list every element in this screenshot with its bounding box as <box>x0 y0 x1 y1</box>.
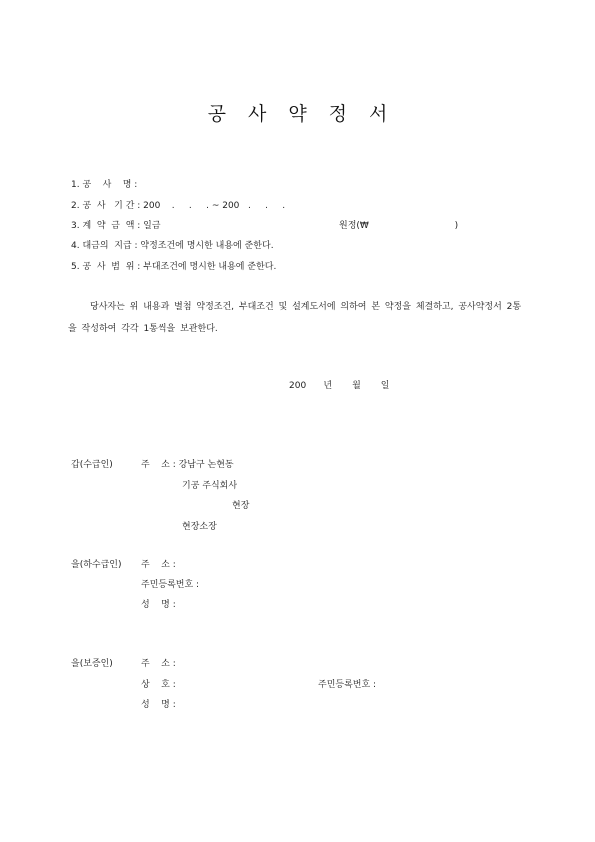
party-a-company: 기공 주식회사 <box>182 481 238 491</box>
contract-date: 200 년 월 일 <box>289 381 390 391</box>
party-b-label: 을(하수급인) <box>71 560 122 570</box>
item-contract-amount-won: 원정(₩ ) <box>339 221 459 231</box>
guarantor-name: 성 명 : <box>141 700 176 710</box>
party-b-name: 성 명 : <box>141 600 176 610</box>
item-payment: 4. 대금의 지급 : 약정조건에 명시한 내용에 준한다. <box>71 241 274 251</box>
item-contract-amount: 3. 계 약 금 액 : 일금 <box>71 221 161 231</box>
party-a-site: 현장 <box>232 501 250 511</box>
party-b-address: 주 소 : <box>141 560 176 570</box>
guarantor-address: 주 소 : <box>141 659 176 669</box>
item-project-period: 2. 공 사 기 간 : 200 . . . ~ 200 . . . <box>71 201 286 211</box>
party-a-manager: 현장소장 <box>182 522 217 532</box>
party-b-resident-no: 주민등록번호 : <box>141 580 200 590</box>
document-title: 공사약정서 <box>207 103 410 125</box>
guarantor-trade-name: 상 호 : <box>141 680 176 690</box>
item-scope: 5. 공 사 범 위 : 부대조건에 명시한 내용에 준한다. <box>71 262 277 272</box>
party-a-label: 갑(수급인) <box>71 460 113 470</box>
item-project-name: 1. 공 사 명 : <box>71 180 138 190</box>
guarantor-label: 을(보증인) <box>71 659 113 669</box>
agreement-paragraph: 당사자는 위 내용과 별첨 약정조건, 부대조건 및 설계도서에 의하여 본 약정을 체결하고, 공사약정서 2통을 작성하여 각각 1통씩을 보관한다. <box>68 302 522 334</box>
guarantor-resident-no: 주민등록번호 : <box>318 680 377 690</box>
party-a-address: 주 소 : 강남구 논현동 <box>141 460 234 470</box>
